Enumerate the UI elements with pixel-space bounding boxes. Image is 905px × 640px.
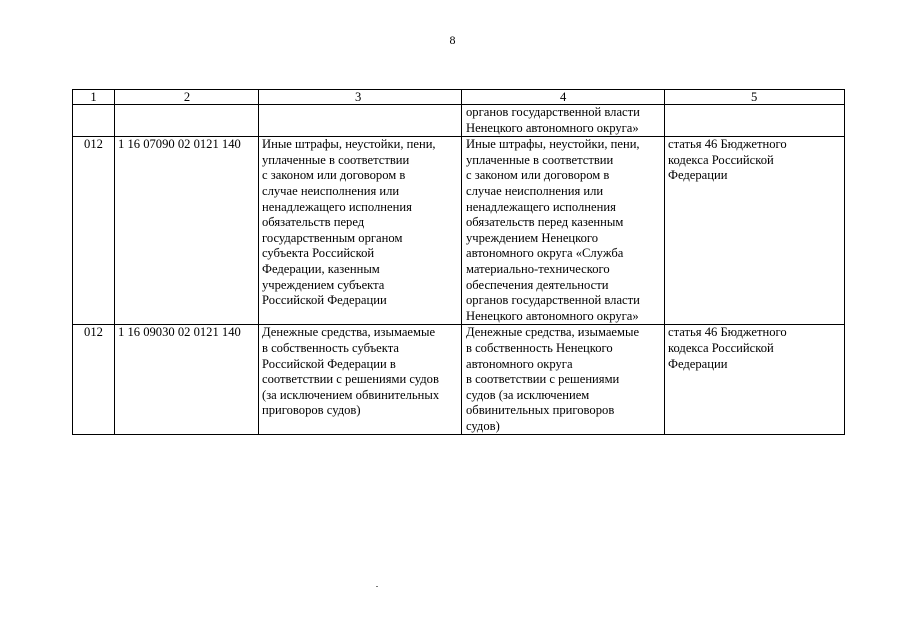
column-header-4: 4 [462, 90, 665, 105]
table-header-row [73, 90, 845, 105]
table-row [73, 105, 845, 137]
row-admin-code: 012 [73, 325, 115, 435]
row-legal-basis [665, 105, 845, 137]
row-admin-code [73, 105, 115, 137]
row-general-name [259, 105, 462, 137]
row-revenue-code: 1 16 07090 02 0121 140 [115, 137, 259, 325]
row-revenue-code: 1 16 09030 02 0121 140 [115, 325, 259, 435]
row-general-name: Денежные средства, изымаемые в собственность субъекта Российской Федерации в соответствии с решениями судов (за исключением обвинительных приговоров судов) [259, 325, 462, 435]
row-specific-name: Иные штрафы, неустойки, пени, уплаченные в соответствии с законом или договором в случае неисполнения или ненадлежащего исполнения обязательств перед казенным учреждением Ненецкого автономного округа «Служба материально-технического обеспечения деятельности органов государственной власти Ненецкого автономного округа» [462, 137, 665, 325]
table-row [73, 137, 845, 325]
column-header-1: 1 [73, 90, 115, 105]
row-legal-basis: статья 46 Бюджетного кодекса Российской Федерации [665, 137, 845, 325]
row-legal-basis: статья 46 Бюджетного кодекса Российской Федерации [665, 325, 845, 435]
column-header-2: 2 [115, 90, 259, 105]
table-row [73, 325, 845, 435]
column-header-5: 5 [665, 90, 845, 105]
scan-speck [376, 586, 378, 587]
row-specific-name: Денежные средства, изымаемые в собственность Ненецкого автономного округа в соответствии с решениями судов (за исключением обвинительных приговоров судов) [462, 325, 665, 435]
row-revenue-code [115, 105, 259, 137]
budget-classification-table [72, 89, 845, 435]
page-number: 8 [449, 33, 456, 47]
row-specific-name: органов государственной власти Ненецкого автономного округа» [462, 105, 665, 137]
row-general-name: Иные штрафы, неустойки, пени, уплаченные в соответствии с законом или договором в случае неисполнения или ненадлежащего исполнения обязательств перед государственным органом субъекта Российской Федерации, казенным учреждением субъекта Российской Федерации [259, 137, 462, 325]
column-header-3: 3 [259, 90, 462, 105]
row-admin-code: 012 [73, 137, 115, 325]
